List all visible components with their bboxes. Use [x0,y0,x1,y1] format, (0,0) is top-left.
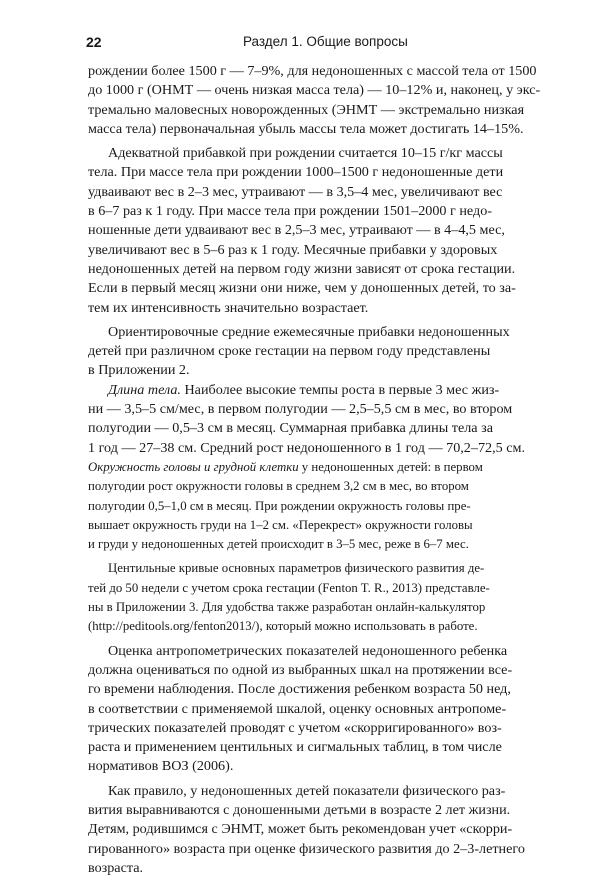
text-line: рождении более 1500 г — 7–9%, для недоношенных с массой тела от 1500 [88,63,537,79]
text-line: полугодии 0,5–1,0 см в месяц. При рождении окружность головы пре- [88,498,471,513]
text-line [88,458,521,477]
paragraph-head-circumference [88,458,521,554]
text-line: ношенные дети удваивают вес в 2,5–3 мес, утраивают — в 4–4,5 мес, [88,222,505,239]
text-line: вития выравниваются с доношенными детьми в возрасте 2 лет жизни. [88,801,511,818]
text-line: в Приложении 2. [88,362,190,379]
text-line: до 1000 г (ОНМТ — очень низкая масса тела) — 10–12% и, наконец, у экс- [88,82,541,99]
text-line: ны в Приложении 3. Для удобства также разработан онлайн-калькулятор [88,600,486,615]
text-line: Если в первый месяц жизни они ниже, чем у доношенных детей, то за- [88,280,516,297]
text-line: (http://peditools.org/fenton2013/), который можно использовать в работе. [88,619,478,634]
text-line: Адекватной прибавкой при рождении считается 10–15 г/кг массы [108,145,503,162]
term-body-length: Длина тела. [108,381,181,398]
text-line: тей до 50 недели с учетом срока гестации (Fenton T. R., 2013) представле- [88,580,490,595]
page-number: 22 [86,34,102,50]
term-head-chest: Окружность головы и грудной клетки [88,459,299,474]
text-line: тремально маловесных новорожденных (ЭНМТ — экстремально низкая [88,101,525,118]
text-line: Как правило, у недоношенных детей показатели физического раз- [108,782,506,799]
text-run: Наиболее высокие темпы роста в первые 3 мес жиз- [180,381,500,398]
text-line: ни — 3,5–5 см/мес, в первом полугодии — 2,5–5,5 см в мес, во втором [88,401,513,418]
text-line: должна оцениваться по одной из выбранных шкал на протяжении все- [88,661,513,678]
text-line: нормативов ВОЗ (2006). [88,758,234,775]
text-line: полугодии — 0,5–3 см в месяц. Суммарная прибавка длины тела за [88,420,493,437]
text-line: удваивают вес в 2–3 мес, утраивают — в 3,5–4 мес, увеличивают вес [88,183,503,200]
text-line: и груди у недоношенных детей происходит в 3–5 мес, реже в 6–7 мес. [88,537,469,552]
text-line: тем их интенсивность значительно возрастает. [88,299,369,316]
text-line: Ориентировочные средние ежемесячные прибавки недоношенных [108,323,510,340]
paragraph-catch-up-growth [88,782,525,878]
body-text [88,62,541,878]
text-line: недоношенных детей на первом году жизни зависят от срока гестации. [88,260,516,277]
text-line: увеличивают вес в 5–6 раз к 1 году. Месячные прибавки у здоровых [88,241,498,258]
text-line: вышает окружность груди на 1–2 см. «Перекрест» окружности головы [88,517,473,532]
paragraph-body-length [88,381,525,458]
text-line [88,381,521,400]
text-line: гированного» возраста при оценке физического развития до 2–3-летнего [88,840,525,857]
text-run: у недоношенных детей: в первом [298,459,483,474]
text-line: трических показателей проводят с учетом «скорригированного» воз- [88,719,502,736]
paragraph-appendix-2 [88,323,521,381]
text-line: раста и применением центильных и сигмальных таблиц, в том числе [88,739,502,756]
paragraph-weight-loss [88,62,541,139]
paragraph-weight-gain [88,144,521,318]
text-line: го времени наблюдения. После достижения ребенком возраста 50 нед, [88,681,511,698]
text-line: Центильные кривые основных параметров физического развития де- [108,561,485,576]
paragraph-centile-curves [88,559,521,636]
text-line: тела. При массе тела при рождении 1000–1500 г недоношенные дети [88,164,504,181]
paragraph-anthropometric-assessment [88,642,521,777]
section-title: Раздел 1. Общие вопросы [243,34,408,49]
text-line: 1 год — 27–38 см. Средний рост недоношенного в 1 год — 70,2–72,5 см. [88,439,525,456]
text-line: в 6–7 раз к 1 году. При массе тела при рождении 1501–2000 г недо- [88,203,492,220]
running-header [86,34,521,56]
text-line: детей при различном сроке гестации на первом году представлены [88,343,491,360]
text-line: Детям, родившимся с ЭНМТ, может быть рекомендован учет «скорри- [88,821,513,838]
text-line: полугодии рост окружности головы в среднем 3,2 см в мес, во втором [88,479,469,494]
text-line: Оценка антропометрических показателей недоношенного ребенка [108,642,508,659]
text-line: в соответствии с применяемой шкалой, оценку основных антропоме- [88,700,507,717]
text-line: масса тела) первоначальная убыль массы тела может достигать 14–15%. [88,120,524,137]
text-line: возраста. [88,859,144,876]
